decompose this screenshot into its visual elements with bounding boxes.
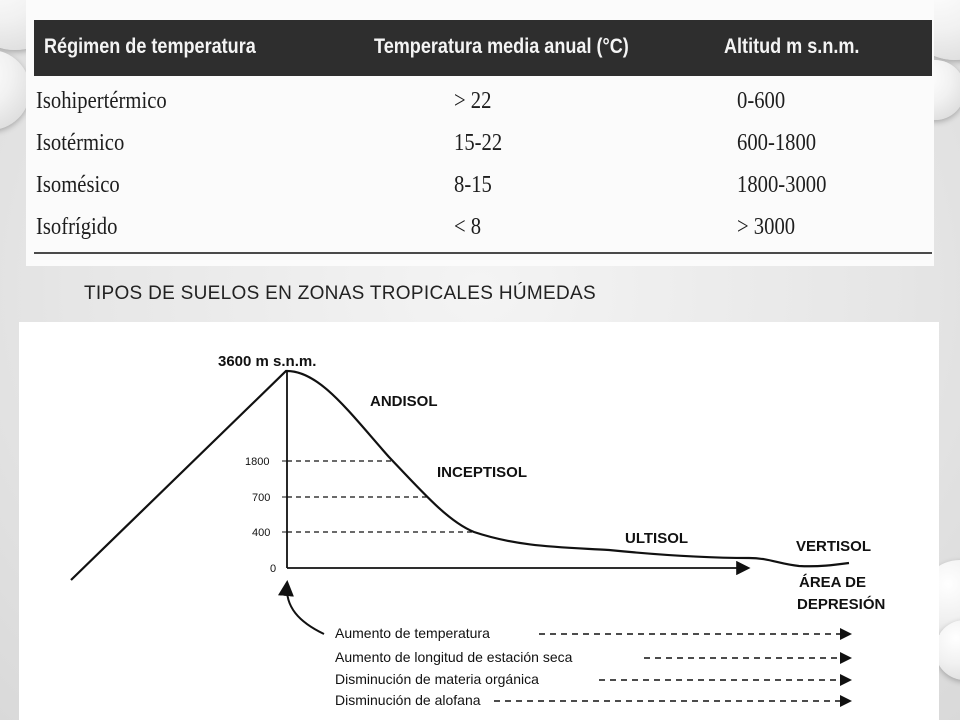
table-header-row — [34, 20, 932, 76]
section-title: TIPOS DE SUELOS EN ZONAS TROPICALES HÚMEDAS — [84, 283, 596, 304]
table-cell-altitude: 0-600 — [737, 88, 786, 114]
table-cell-altitude: 600-1800 — [737, 130, 817, 156]
table-header-altitude: Altitud m s.n.m. — [724, 35, 860, 58]
table-header-temperature: Temperatura media anual (°C) — [374, 35, 629, 58]
peak-altitude-label: 3600 m s.n.m. — [218, 353, 317, 370]
curved-arrow-to-origin — [287, 584, 324, 634]
table-cell-altitude: > 3000 — [737, 214, 796, 240]
table-row — [34, 124, 932, 164]
y-tick-label-400: 400 — [252, 527, 271, 539]
table-cell-regime: Isotérmico — [36, 130, 125, 156]
trend-label-organic-matter: Disminución de materia orgánica — [335, 671, 539, 687]
depression-label-line2: DEPRESIÓN — [797, 596, 886, 613]
y-tick-label-0: 0 — [270, 563, 277, 575]
table-cell-temperature: > 22 — [454, 88, 492, 114]
soil-label-ultisol: ULTISOL — [625, 530, 689, 547]
soil-label-inceptisol: INCEPTISOL — [437, 464, 528, 481]
table-cell-temperature: 15-22 — [454, 130, 503, 156]
soil-profile-svg — [19, 322, 939, 720]
table-row — [34, 208, 932, 248]
table-cell-regime: Isomésico — [36, 172, 120, 198]
y-tick-label-1800: 1800 — [245, 456, 270, 468]
table-cell-altitude: 1800-3000 — [737, 172, 827, 198]
table-cell-temperature: 8-15 — [454, 172, 492, 198]
trend-label-dry-season: Aumento de longitud de estación seca — [335, 649, 573, 665]
depression-label-line1: ÁREA DE — [799, 574, 866, 591]
table-row — [34, 166, 932, 206]
soil-profile-diagram — [19, 322, 939, 720]
trend-label-temperature: Aumento de temperatura — [335, 625, 490, 641]
trend-label-allophane: Disminución de alofana — [335, 692, 481, 708]
table-cell-regime: Isofrígido — [36, 214, 118, 240]
table-cell-regime: Isohipertérmico — [36, 88, 167, 114]
table-bottom-rule — [34, 252, 932, 254]
soil-label-vertisol: VERTISOL — [796, 538, 872, 555]
soil-label-andisol: ANDISOL — [370, 393, 438, 410]
y-tick-label-700: 700 — [252, 492, 271, 504]
table-row — [34, 82, 932, 122]
temperature-regime-table — [26, 0, 934, 266]
table-cell-temperature: < 8 — [454, 214, 482, 240]
table-header-regime: Régimen de temperatura — [44, 35, 256, 58]
